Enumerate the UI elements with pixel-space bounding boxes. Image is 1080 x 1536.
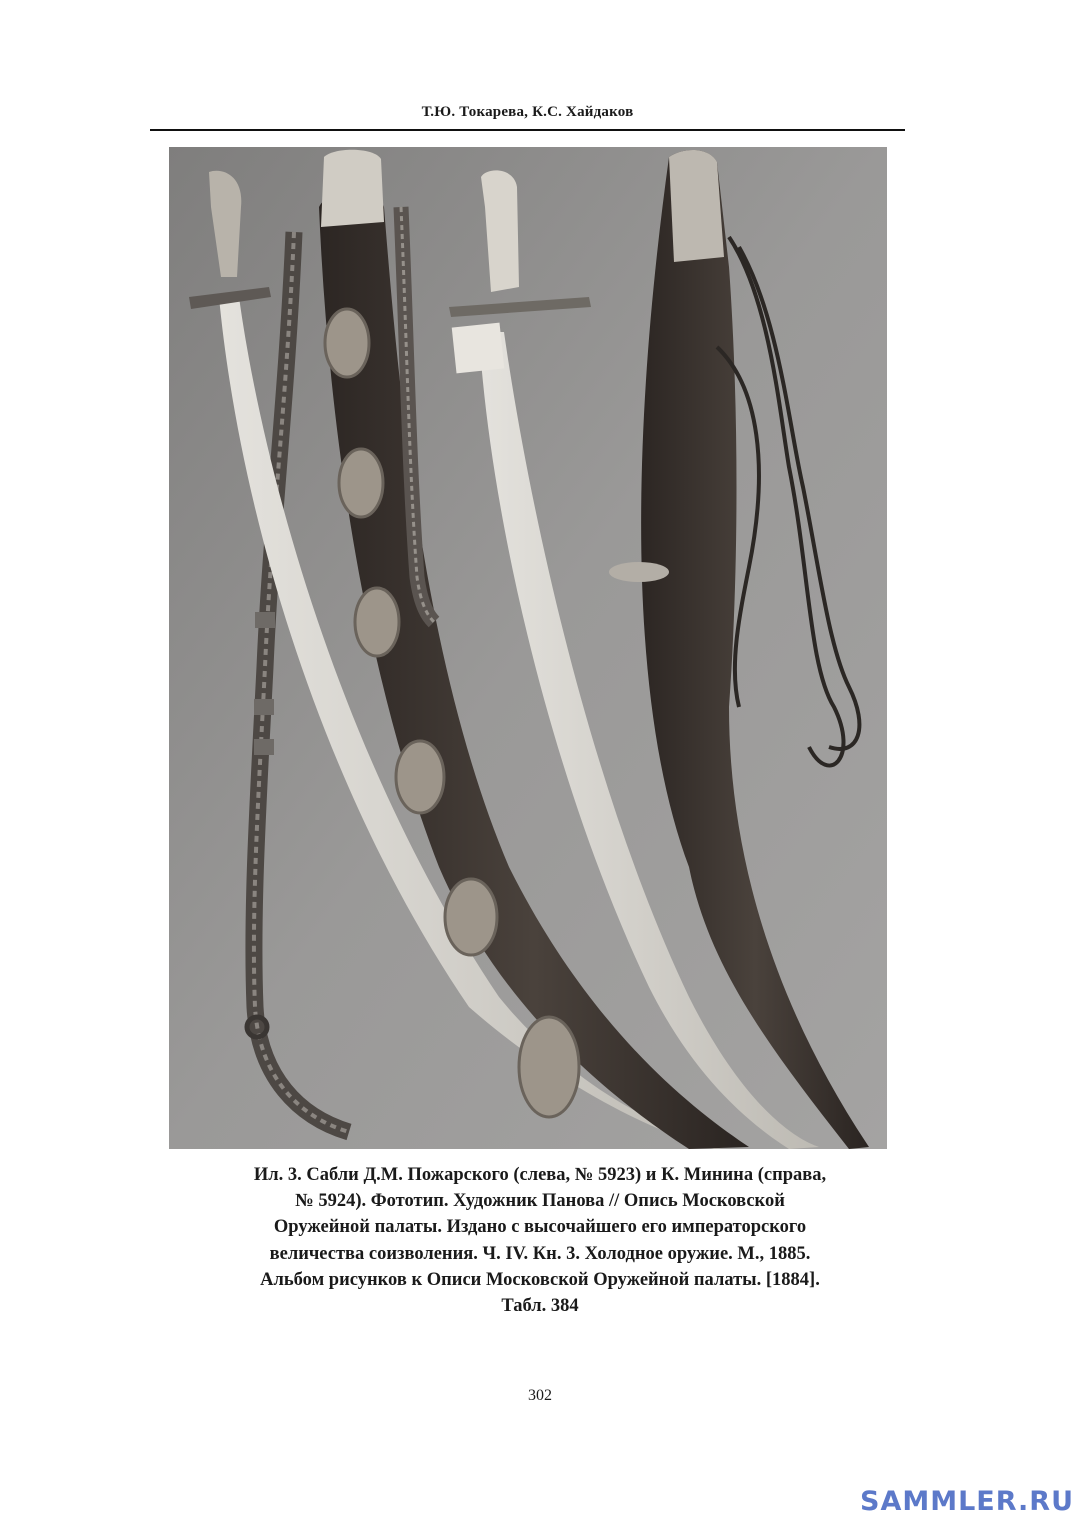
running-header: Т.Ю. Токарева, К.С. Хайдаков xyxy=(421,104,634,120)
watermark: SAMMLER.RU xyxy=(860,1486,1074,1517)
caption-line: Оружейной палаты. Издано с высочайшего его императорского xyxy=(273,1217,807,1238)
caption-line: Альбом рисунков к Описи Московской Оружейной палаты. [1884]. xyxy=(260,1269,820,1290)
caption-line: Ил. 3. Сабли Д.М. Пожарского (слева, № 5923) и К. Минина (справа, xyxy=(253,1165,827,1185)
sabres-photograph xyxy=(169,147,887,1149)
inventory-tag xyxy=(452,323,505,374)
figure-caption xyxy=(150,1162,930,1319)
caption-line: Табл. 384 xyxy=(501,1296,579,1317)
page-number: 302 xyxy=(528,1387,552,1404)
caption-line: № 5924). Фототип. Художник Панова // Опись Московской xyxy=(295,1191,785,1212)
figure-photo xyxy=(169,147,887,1149)
header-rule xyxy=(150,129,905,131)
caption-line: величества соизволения. Ч. IV. Кн. 3. Холодное оружие. М., 1885. xyxy=(269,1243,811,1264)
